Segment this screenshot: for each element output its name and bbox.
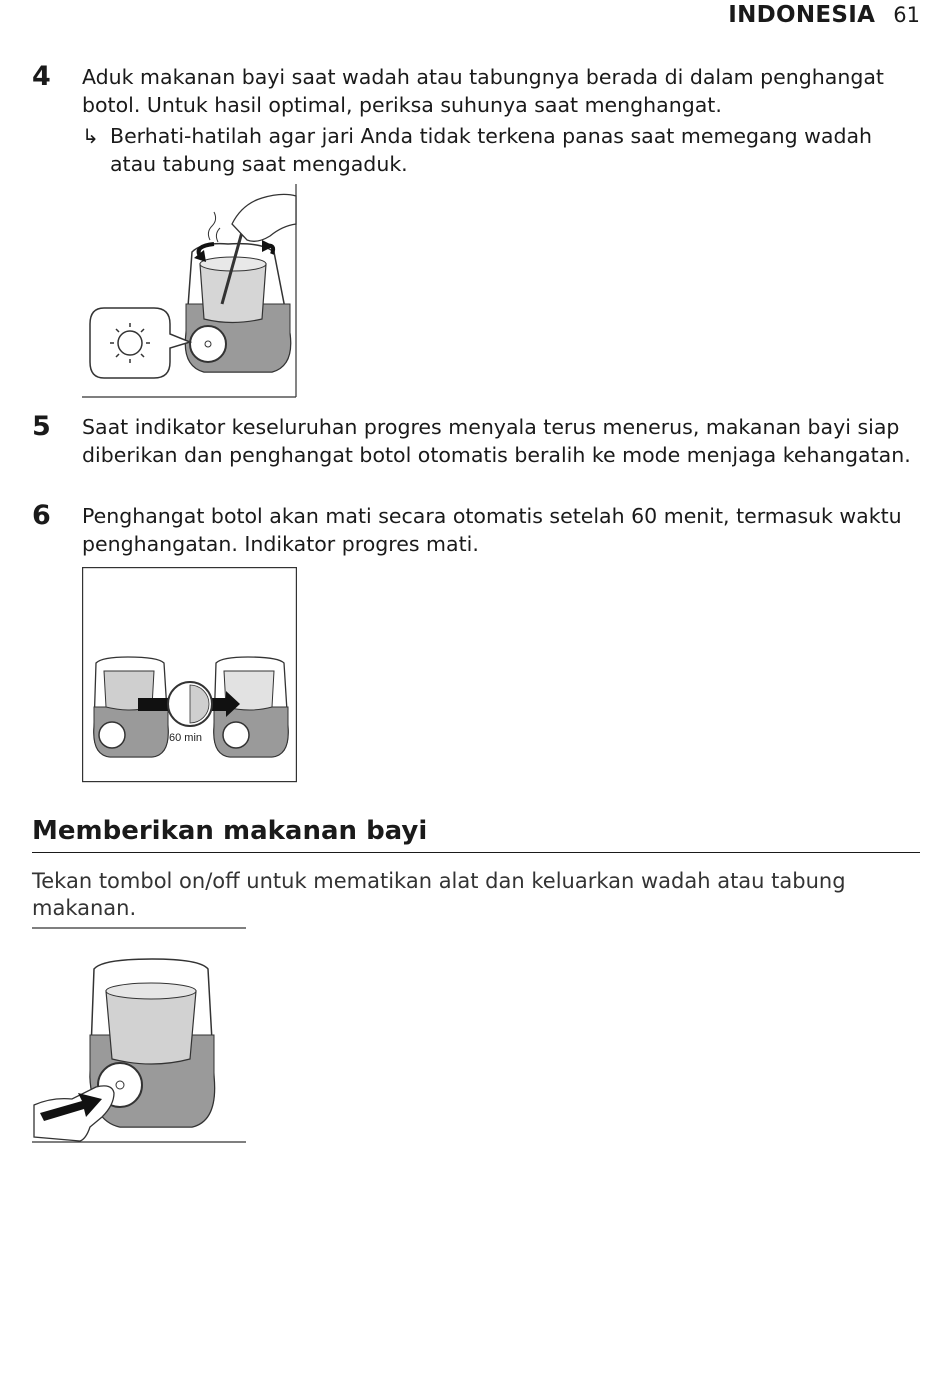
auto-off-illustration	[82, 567, 298, 783]
page-number: 61	[893, 3, 920, 27]
step-number: 6	[32, 500, 51, 531]
section-title: Memberikan makanan bayi	[32, 816, 428, 846]
result-arrow-icon: ↳	[82, 124, 99, 148]
step-text: Saat indikator keseluruhan progres menyala terus menerus, makanan bayi siap diberikan dan penghangat botol otomatis beralih ke mode menjaga kehangatan.	[82, 415, 911, 467]
figure-press-button	[32, 927, 248, 1145]
step-number: 4	[32, 61, 51, 92]
section-body: Tekan tombol on/off untuk mematikan alat dan keluarkan wadah atau tabung makanan.	[32, 869, 846, 920]
timer-label: 60 min	[169, 732, 203, 744]
step-text: Penghangat botol akan mati secara otomatis setelah 60 menit, termasuk waktu penghangatan. Indikator progres mati.	[82, 504, 902, 556]
language-label: INDONESIA	[728, 2, 876, 28]
press-button-illustration	[32, 927, 248, 1145]
figure-stirring	[82, 184, 298, 398]
stirring-illustration	[82, 184, 298, 398]
page-header	[728, 0, 920, 30]
section-divider	[32, 852, 920, 853]
result-text: Berhati-hatilah agar jari Anda tidak terkena panas saat memegang wadah atau tabung saat mengaduk.	[110, 124, 873, 176]
step-number: 5	[32, 411, 51, 442]
step-text: Aduk makanan bayi saat wadah atau tabungnya berada di dalam penghangat botol. Untuk hasil optimal, periksa suhunya saat menghangat.	[82, 65, 884, 117]
figure-auto-off	[82, 567, 298, 783]
